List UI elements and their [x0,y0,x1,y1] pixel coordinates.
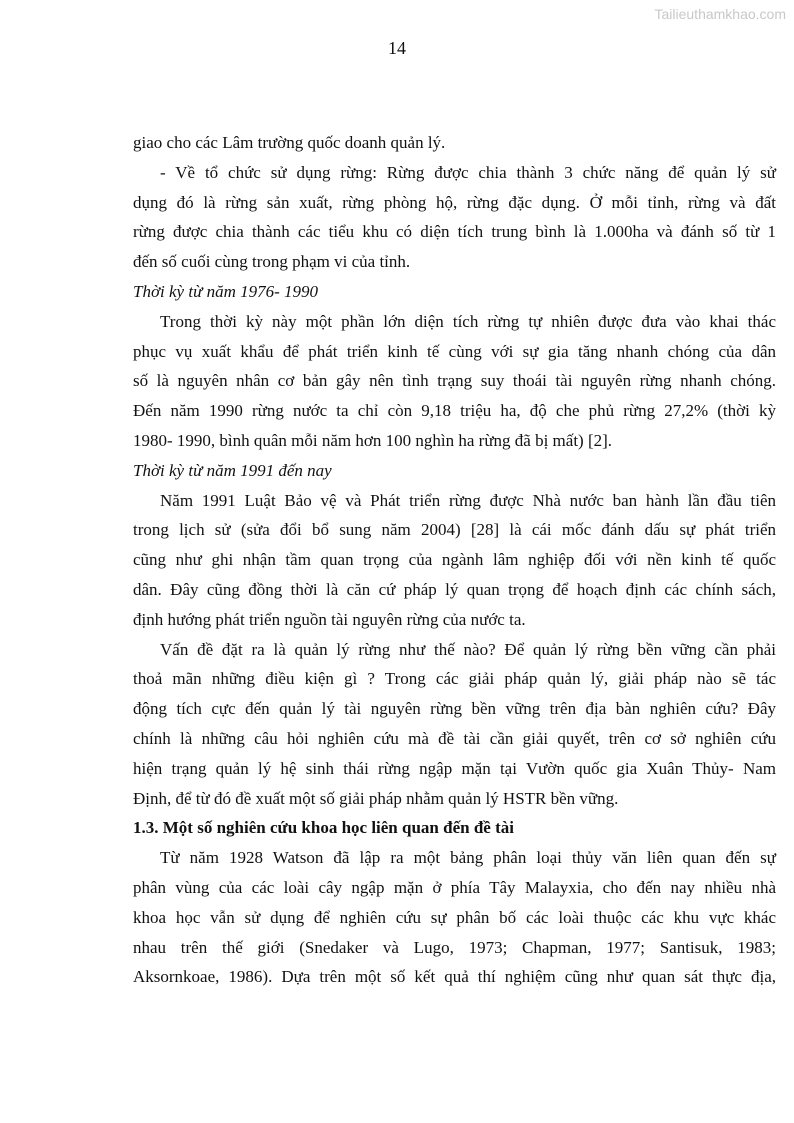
text-line: trong lịch sử (sửa đổi bổ sung năm 2004) [28] là cái mốc đánh dấu sự phát triển [133,520,776,540]
text-line: cũng như ghi nhận tầm quan trọng của ngành lâm nghiệp đối với nền kinh tế quốc [133,550,776,570]
text-line: nhau trên thế giới (Snedaker và Lugo, 1973; Chapman, 1977; Santisuk, 1983; [133,937,776,957]
page-number: 14 [388,38,406,58]
text-line: dụng đó là rừng sản xuất, rừng phòng hộ, rừng đặc dụng. Ở mỗi tỉnh, rừng và đất [133,192,776,212]
text-line: rừng được chia thành các tiểu khu có diện tích trung bình là 1.000ha và đánh số từ 1 [133,222,776,242]
text-line: phân vùng của các loài cây ngập mặn ở phía Tây Malayxia, cho đến nay nhiều nhà [133,877,776,897]
text-line: Vấn đề đặt ra là quản lý rừng như thế nào? Để quản lý rừng bền vững cần phải [160,639,776,659]
subheading: Thời kỳ từ năm 1976- 1990 [133,281,319,301]
text-line: Từ năm 1928 Watson đã lập ra một bảng phân loại thủy văn liên quan đến sự [160,848,776,868]
subheading: Thời kỳ từ năm 1991 đến nay [133,460,332,480]
text-line: động tích cực đến quản lý tài nguyên rừng bền vững trên địa bàn nghiên cứu? Đây [133,699,776,719]
text-line: Năm 1991 Luật Bảo vệ và Phát triển rừng được Nhà nước ban hành lần đầu tiên [160,490,776,510]
text-line: phục vụ xuất khẩu để phát triển kinh tế cùng với sự gia tăng nhanh chóng của dân [133,341,776,361]
text-line: giao cho các Lâm trường quốc doanh quản lý. [133,133,446,152]
text-line: đến số cuối cùng trong phạm vi của tỉnh. [133,252,411,272]
text-line: Định, để từ đó đề xuất một số giải pháp nhằm quản lý HSTR bền vững. [133,788,619,808]
text-line: hiện trạng quản lý hệ sinh thái rừng ngập mặn tại Vườn quốc gia Xuân Thủy- Nam [133,758,776,778]
text-line: 1980- 1990, bình quân mỗi năm hơn 100 nghìn ha rừng đã bị mất) [2]. [133,430,613,450]
document-body [133,128,776,992]
text-line: dân. Đây cũng đồng thời là căn cứ pháp lý quan trọng để hoạch định các chính sách, [133,579,776,599]
text-line: Trong thời kỳ này một phần lớn diện tích rừng tự nhiên được đưa vào khai thác [160,311,776,331]
text-line: Aksornkoae, 1986). Dựa trên một số kết quả thí nghiệm cũng như quan sát thực địa, [133,967,776,987]
text-line: thoả mãn những điều kiện gì ? Trong các giải pháp quản lý, giải pháp nào sẽ tác [133,669,776,689]
text-line: Đến năm 1990 rừng nước ta chỉ còn 9,18 triệu ha, độ che phủ rừng 27,2% (thời kỳ [133,401,776,421]
watermark: Tailieuthamkhao.com [654,6,786,22]
text-line: chính là những câu hỏi nghiên cứu mà đề tài cần giải quyết, trên cơ sở nghiên cứu [133,728,776,748]
text-line: số là nguyên nhân cơ bản gây nên tình trạng suy thoái tài nguyên rừng nhanh chóng. [133,371,776,391]
section-heading: 1.3. Một số nghiên cứu khoa học liên quan đến đề tài [133,818,514,838]
text-line: khoa học vẫn sử dụng để nghiên cứu sự phân bố các loài thuộc các khu vực khác [133,907,776,927]
text-line: định hướng phát triển nguồn tài nguyên rừng của nước ta. [133,609,526,629]
text-line: - Về tổ chức sử dụng rừng: Rừng được chia thành 3 chức năng để quản lý sử [160,162,776,182]
